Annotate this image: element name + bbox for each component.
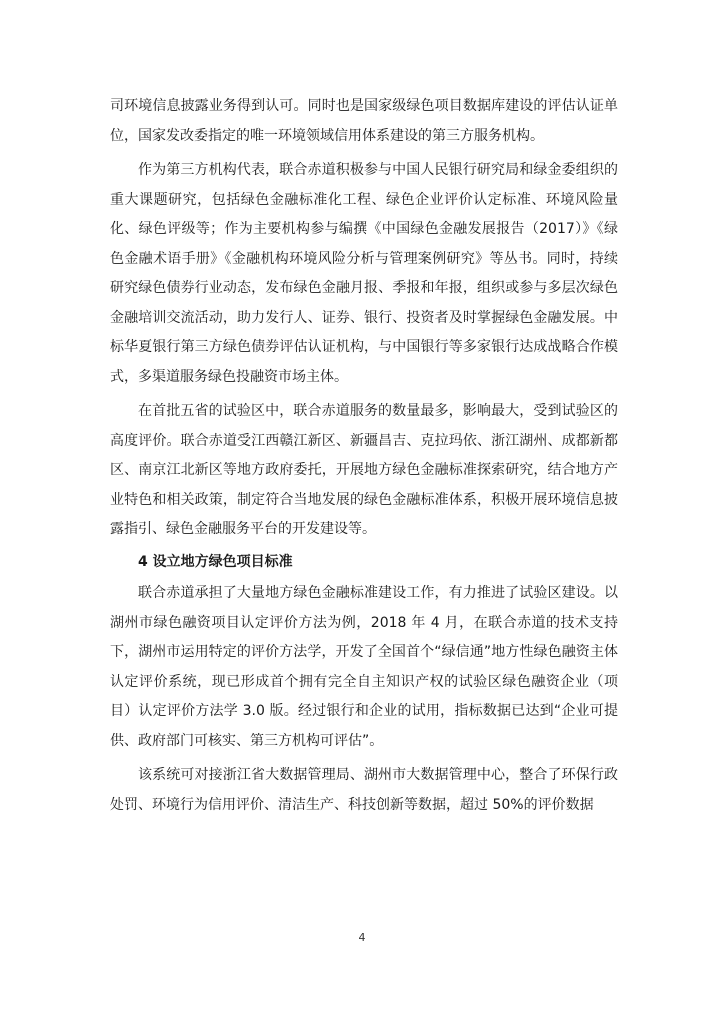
paragraph-1: 司环境信息披露业务得到认可。同时也是国家级绿色项目数据库建设的评估认证单位，国家发改委指定的唯一环境领域信用体系建设的第三方服务机构。 [110,98,618,144]
section-heading: 4 设立地方绿色项目标准 [138,553,293,570]
paragraph-4: 联合赤道承担了大量地方绿色金融标准建设工作，有力推进了试验区建设。以湖州市绿色融资项目认定评价方法为例，2018 年 4 月，在联合赤道的技术支持下，湖州市运用特定的评价方法学，开发了全国首个“绿信通”地方性绿色融资主体认定评价系统，现已形成首个拥有完全自主知识产权的试验区绿色融资企业（项目）认定评价方法学 3.0 版。经过银行和企业的试用，指标数据已达到“企业可提供、政府部门可核实、第三方机构可评估”。 [110,585,618,749]
paragraph-3: 在首批五省的试验区中，联合赤道服务的数量最多，影响最大，受到试验区的高度评价。联合赤道受江西赣江新区、新疆昌吉、克拉玛依、浙江湖州、成都新都区、南京江北新区等地方政府委托，开展地方绿色金融标准探索研究，结合地方产业特色和相关政策，制定符合当地发展的绿色金融标准体系，积极开展环境信息披露指引、绿色金融服务平台的开发建设等。 [110,403,618,537]
page-content [110,92,618,820]
paragraph-2: 作为第三方机构代表，联合赤道积极参与中国人民银行研究局和绿金委组织的重大课题研究，包括绿色金融标准化工程、绿色企业评价认定标准、环境风险量化、绿色评级等；作为主要机构参与编撰《中国绿色金融发展报告（2017）》《绿色金融术语手册》《金融机构环境风险分析与管理案例研究》等丛书。同时，持续研究绿色债券行业动态，发布绿色金融月报、季报和年报，组织或参与多层次绿色金融培训交流活动，助力发行人、证券、银行、投资者及时掌握绿色金融发展。中标华夏银行第三方绿色债券评估认证机构，与中国银行等多家银行达成战略合作模式，多渠道服务绿色投融资市场主体。 [110,162,618,385]
page-number: 4 [358,931,366,944]
paragraph-5: 该系统可对接浙江省大数据管理局、湖州市大数据管理中心，整合了环保行政处罚、环境行为信用评价、清洁生产、科技创新等数据，超过 50%的评价数据 [110,767,618,813]
